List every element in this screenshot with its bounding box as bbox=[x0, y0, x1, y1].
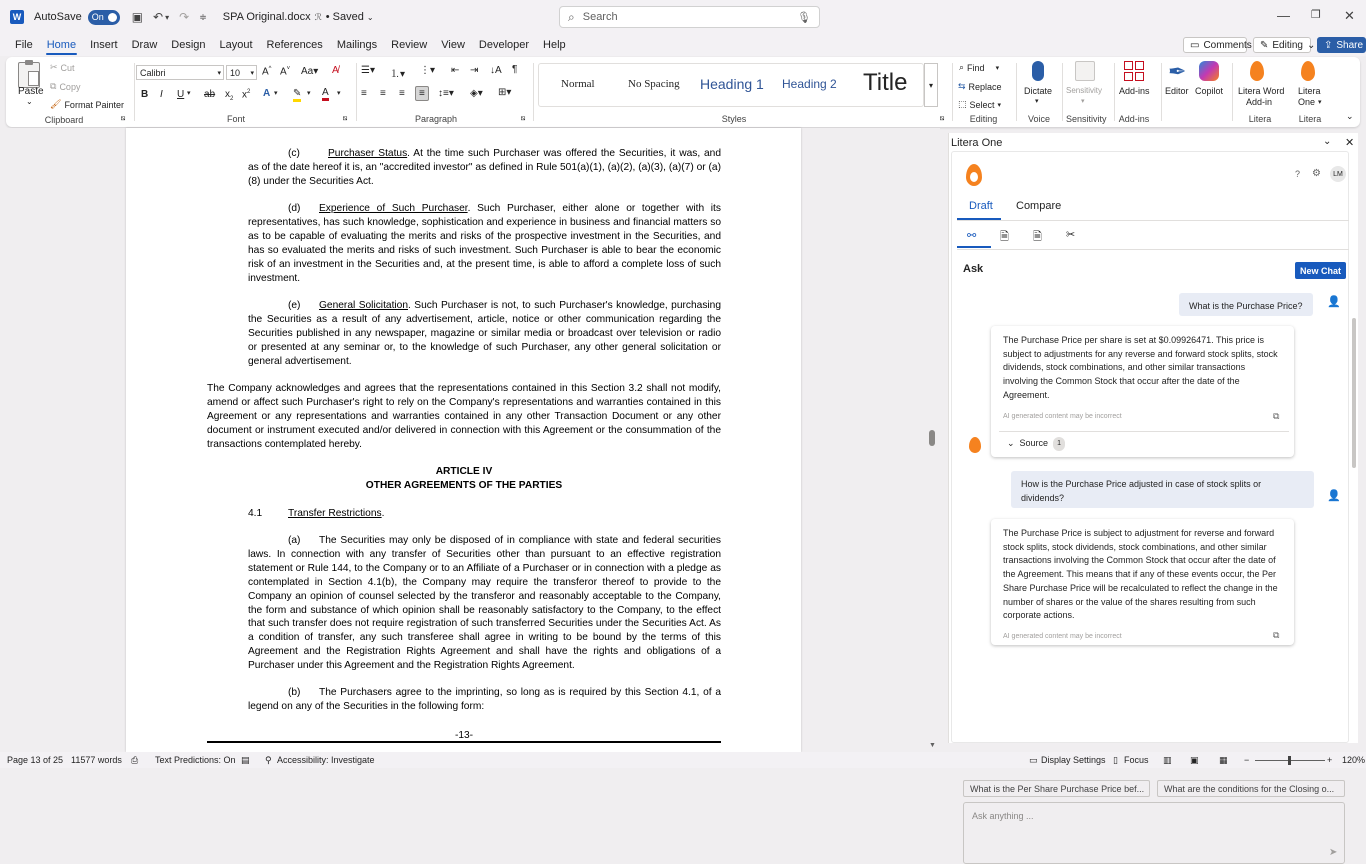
font-group-label: Font bbox=[226, 114, 245, 124]
sensitivity-button[interactable]: Sensitivity bbox=[1066, 86, 1103, 95]
chevron-down-icon: ▾ bbox=[995, 64, 1000, 72]
macro-icon[interactable]: ▤ bbox=[241, 755, 250, 765]
chevron-down-icon: ▾ bbox=[997, 101, 1002, 109]
copilot-button[interactable]: Copilot bbox=[1195, 86, 1224, 96]
paste-button[interactable]: Paste bbox=[18, 86, 44, 97]
section-4-1-heading[interactable]: 4.1 Transfer Restrictions. bbox=[248, 508, 385, 519]
chevron-down-icon[interactable]: ▾ bbox=[1035, 98, 1039, 105]
tab-review[interactable]: Review bbox=[391, 39, 428, 51]
paragraph-text: The Securities may only be disposed of in compliance with state and federal securities laws. In connection with any transfer of Securities other than pursuant to an effective registration statement or Rule 144, to the Company or to an Affiliate of a Purchaser or in connection with a pledge as contemplated in Section 4.1(b), the Company may require the transferor thereof to provide to the Company an opinion of counsel selected by the transferor and reasonably acceptable to the Company, the form and substance of which opinion shall be reasonably satisfactory to the Company, to the effect that such transfer does not require registration of such transferred Securities under the Securities Act. As a condition of transfer, any such transferee shall agree in writing to be bound by the terms of this Agreement and the Registration Rights Agreement and shall have the rights and obligations of a Purchaser under this Agreement and the Registration Rights Agreement. bbox=[248, 535, 721, 672]
tab-home[interactable]: Home bbox=[40, 34, 83, 56]
show-formatting-icon[interactable]: ¶ bbox=[512, 64, 518, 75]
chevron-down-icon: ▾ bbox=[1318, 99, 1322, 106]
paste-icon[interactable] bbox=[18, 62, 40, 88]
copy-icon: ⧉ bbox=[50, 81, 57, 91]
user-avatar[interactable]: LM bbox=[1330, 166, 1346, 182]
font-name-select[interactable]: Calibri ▾ bbox=[136, 65, 224, 80]
paragraph-number: (d) bbox=[288, 203, 301, 214]
help-icon[interactable]: ? bbox=[1295, 169, 1301, 179]
style-heading-2[interactable]: Heading 2 bbox=[782, 77, 837, 91]
change-case-icon[interactable]: Aa▾ bbox=[301, 66, 319, 77]
replace-button[interactable]: ⇆ Replace bbox=[958, 81, 1002, 92]
superscript-icon[interactable]: $x^2$ bbox=[242, 89, 251, 101]
chevron-down-icon[interactable]: ▾ bbox=[1081, 98, 1085, 105]
zoom-out-icon[interactable]: − bbox=[1244, 755, 1250, 765]
cut-button[interactable]: ✂ Cut bbox=[50, 62, 75, 73]
document-scrollbar-thumb[interactable] bbox=[929, 430, 935, 446]
sensitivity-icon[interactable] bbox=[1075, 61, 1095, 81]
bullets-icon[interactable]: ☰▾ bbox=[361, 65, 375, 76]
shrink-font-icon[interactable]: A˅ bbox=[280, 66, 291, 78]
microphone-icon[interactable] bbox=[1032, 61, 1044, 81]
ai-disclaimer: AI generated content may be incorrect bbox=[1003, 412, 1122, 420]
print-layout-icon[interactable]: ▣ bbox=[1190, 755, 1199, 765]
pane-options-icon[interactable]: ⌄ bbox=[1323, 136, 1332, 147]
align-center-icon[interactable]: ≡ bbox=[380, 88, 386, 99]
cursor-icon: ⬚ bbox=[958, 99, 967, 109]
chevron-down-icon: ▾ bbox=[217, 69, 221, 77]
document-page[interactable] bbox=[126, 128, 801, 752]
voice-group-label: Voice bbox=[1027, 114, 1051, 124]
ask-input-box[interactable] bbox=[963, 802, 1345, 864]
shading-icon[interactable]: ◈▾ bbox=[470, 88, 483, 99]
paragraph-number: (e) bbox=[288, 300, 301, 311]
clear-formatting-icon[interactable]: A̸ bbox=[332, 65, 339, 76]
close-window-icon[interactable]: ✕ bbox=[1344, 8, 1355, 23]
pencil-icon: ✎ bbox=[1260, 39, 1269, 51]
paragraph-text: . At the time such Purchaser was offered the Securities, it was, and as of the date hereof it is, an "accredited investor" as defined in Rule 501(a)(1), (a)(2), (a)(3), (a)(7) or (a)(8) under the Securities Act. bbox=[248, 148, 721, 187]
copy-icon[interactable]: ⧉ bbox=[1273, 630, 1280, 640]
microphone-icon[interactable]: 🎙 bbox=[797, 11, 811, 24]
file-options-icon[interactable]: ℛ bbox=[314, 11, 322, 22]
style-normal[interactable]: Normal bbox=[561, 78, 595, 90]
paragraph-group-label: Paragraph bbox=[414, 114, 458, 124]
underline-icon[interactable]: U bbox=[177, 89, 185, 100]
litera-one-line2[interactable]: One ▾ bbox=[1298, 97, 1322, 107]
paragraph-acknowledgement[interactable]: The Company acknowledges and agrees that the representations contained in this Section 3.2 shall not modify, amend or affect such Purchaser's right to rely on the Company's representations and warranties contained in this Agreement or any representations and warranties contained in any other Transaction Document or any other document or instrument executed and/or delivered in connection with this Agreement or the consummation of the transactions contemplated hereby. bbox=[207, 383, 721, 450]
chevron-down-icon[interactable]: ▾ bbox=[274, 90, 278, 97]
article-title[interactable]: OTHER AGREEMENTS OF THE PARTIES bbox=[365, 480, 563, 491]
font-color-icon[interactable]: A bbox=[322, 87, 329, 101]
send-icon[interactable]: ➤ bbox=[1329, 847, 1338, 858]
tab-file[interactable]: File bbox=[15, 39, 33, 51]
search-box[interactable] bbox=[559, 6, 820, 28]
user-icon: 👤 bbox=[1327, 490, 1341, 502]
chevron-down-icon[interactable]: ⌄ bbox=[366, 12, 374, 22]
tab-developer[interactable]: Developer bbox=[478, 39, 530, 51]
save-icon[interactable]: ▣ bbox=[131, 10, 144, 24]
chevron-down-icon[interactable]: ▾ bbox=[307, 90, 311, 97]
accessibility-status[interactable]: Accessibility: Investigate bbox=[277, 755, 375, 765]
scroll-down-icon[interactable]: ▼ bbox=[929, 742, 936, 749]
autosave-label: AutoSave bbox=[34, 11, 82, 23]
bold-icon[interactable]: B bbox=[141, 89, 149, 100]
borders-icon[interactable]: ⊞▾ bbox=[498, 87, 512, 98]
paintbrush-icon: 🖌 bbox=[50, 99, 62, 109]
tab-draft[interactable]: Draft bbox=[969, 200, 993, 212]
suggestion-chip[interactable]: What is the Per Share Purchase Price bef... bbox=[963, 780, 1150, 797]
section-title: Transfer Restrictions bbox=[288, 508, 382, 519]
user-icon: 👤 bbox=[1327, 296, 1341, 308]
font-size-select[interactable]: 10 ▾ bbox=[226, 65, 257, 80]
tab-mailings[interactable]: Mailings bbox=[336, 39, 378, 51]
sensitivity-group-label: Sensitivity bbox=[1066, 114, 1107, 124]
editing-group-label: Editing bbox=[969, 114, 998, 124]
ai-response bbox=[991, 326, 1294, 457]
source-divider bbox=[999, 431, 1289, 432]
paragraph-heading: Experience of Such Purchaser bbox=[319, 203, 468, 214]
tab-insert[interactable]: Insert bbox=[90, 39, 118, 51]
autosave-toggle[interactable]: On bbox=[88, 10, 120, 25]
focus-icon[interactable]: ▯ bbox=[1113, 755, 1118, 765]
ribbon bbox=[6, 57, 1360, 127]
copy-icon[interactable]: ⧉ bbox=[1273, 411, 1280, 421]
scissors-icon: ✂ bbox=[50, 62, 58, 72]
style-title[interactable]: Title bbox=[863, 69, 908, 96]
suggestion-chip[interactable]: What are the conditions for the Closing o... bbox=[1157, 780, 1345, 797]
litera-word-addin-button[interactable]: Litera Word bbox=[1238, 86, 1285, 96]
chevron-down-icon: ⌄ bbox=[1306, 39, 1316, 51]
tab-draw[interactable]: Draw bbox=[131, 39, 158, 51]
source-count-badge: 1 bbox=[1053, 437, 1065, 451]
clipboard-group-label: Clipboard bbox=[44, 115, 84, 125]
document-filename[interactable]: SPA Original.docx bbox=[222, 11, 311, 23]
proofing-icon[interactable]: ⎙ bbox=[131, 755, 139, 765]
italic-icon[interactable]: I bbox=[160, 89, 163, 100]
text-predictions-status[interactable]: Text Predictions: On bbox=[155, 755, 236, 765]
chat-thread[interactable] bbox=[951, 285, 1349, 693]
article-heading[interactable]: ARTICLE IV bbox=[435, 466, 493, 477]
web-layout-icon[interactable]: ▦ bbox=[1219, 755, 1228, 765]
styles-group-label: Styles bbox=[721, 114, 747, 124]
source-toggle[interactable]: ⌄ Source 1 bbox=[1007, 437, 1065, 451]
paragraph-text: . Such Purchaser is not, to such Purchaser's knowledge, purchasing the Securities as a result of any advertisement, article, notice or other communication regarding the Securities published in any newspaper, magazine or similar media or broadcast over television or radio or presented at any seminar or, to the knowledge of such Purchaser, any other general solicitation or general advertisement. bbox=[248, 300, 722, 367]
litera-word-addin-icon[interactable] bbox=[1250, 61, 1264, 81]
accessibility-icon[interactable]: ⚲ bbox=[265, 755, 272, 765]
paragraph-heading: General Solicitation bbox=[319, 300, 408, 311]
paragraph-e[interactable] bbox=[248, 299, 721, 369]
page-count[interactable]: Page 13 of 25 bbox=[7, 755, 64, 765]
user-message: How is the Purchase Price adjusted in case of stock splits or dividends? bbox=[1011, 471, 1314, 508]
paragraph-text: . Such Purchaser, either alone or together with its representatives, has such knowledge, sophistication and experience in business and financial matters so as to be capable of evaluating the merits and risks of the prospective investment in the Securities, and has so evaluated the merits and risks of such investment. Such Purchaser is able to bear the economic risk of an investment in the Securities and, at the present time, is able to afford a complete loss of such investment. bbox=[248, 203, 721, 284]
undo-icon[interactable]: ↶ bbox=[153, 10, 164, 24]
ask-mode-icon[interactable]: ⚯ bbox=[967, 230, 977, 242]
copilot-icon[interactable] bbox=[1199, 61, 1219, 81]
search-icon: ⌕ bbox=[568, 9, 575, 24]
focus-button[interactable]: Focus bbox=[1124, 755, 1149, 765]
find-button[interactable]: ⌕ Find ▾ bbox=[959, 62, 1000, 73]
align-right-icon[interactable]: ≡ bbox=[399, 88, 405, 99]
redo-icon[interactable]: ↷ bbox=[179, 10, 190, 24]
chevron-down-icon: ▾ bbox=[250, 69, 254, 77]
search-input[interactable]: Search bbox=[582, 11, 618, 23]
tab-layout[interactable]: Layout bbox=[219, 39, 253, 51]
comments-button[interactable]: ▭ Comments bbox=[1183, 37, 1247, 53]
section-number: 4.1 bbox=[248, 508, 263, 519]
litera-group-label-2: Litera bbox=[1298, 114, 1322, 124]
tab-design[interactable]: Design bbox=[171, 39, 206, 51]
tab-compare[interactable]: Compare bbox=[1016, 200, 1062, 212]
page-number: -13- bbox=[454, 730, 474, 741]
paragraph-number: (a) bbox=[288, 535, 301, 546]
paragraph-c[interactable] bbox=[248, 147, 721, 189]
display-settings-icon[interactable]: ▭ bbox=[1029, 755, 1038, 765]
display-settings-button[interactable]: Display Settings bbox=[1041, 755, 1106, 765]
tab-view[interactable]: View bbox=[441, 39, 465, 51]
user-message: What is the Purchase Price? bbox=[1179, 293, 1313, 316]
menu-bar bbox=[0, 34, 1366, 56]
decrease-indent-icon[interactable]: ⇤ bbox=[451, 65, 460, 76]
format-painter-button[interactable]: 🖌 Format Painter bbox=[50, 99, 124, 110]
add-ins-icon[interactable] bbox=[1124, 61, 1144, 81]
add-ins-button[interactable]: Add-ins bbox=[1119, 86, 1150, 96]
tab-references[interactable]: References bbox=[266, 39, 323, 51]
grow-font-icon[interactable]: A^ bbox=[262, 66, 272, 78]
zoom-level[interactable]: 120% bbox=[1342, 755, 1366, 765]
paragraph-number: (b) bbox=[288, 687, 301, 698]
word-app-icon: W bbox=[10, 10, 24, 24]
ai-response bbox=[991, 519, 1294, 645]
line-spacing-icon[interactable]: ↕≡▾ bbox=[438, 88, 454, 99]
dialog-launcher-icon[interactable]: ⧅ bbox=[521, 115, 526, 122]
ask-input[interactable]: Ask anything ... bbox=[972, 811, 1034, 821]
tab-help[interactable]: Help bbox=[543, 39, 566, 51]
dictate-button[interactable]: Dictate bbox=[1024, 86, 1053, 96]
litera-one-button[interactable]: Litera bbox=[1298, 86, 1321, 96]
word-count[interactable]: 11577 words bbox=[71, 755, 122, 765]
style-no-spacing[interactable]: No Spacing bbox=[628, 78, 680, 90]
close-pane-icon[interactable]: ✕ bbox=[1345, 137, 1355, 149]
restore-icon[interactable]: ❐ bbox=[1311, 9, 1321, 21]
tool-divider bbox=[957, 249, 1349, 250]
status-bar bbox=[0, 752, 1366, 768]
read-mode-icon[interactable]: ▥ bbox=[1163, 755, 1172, 765]
minimize-icon[interactable]: — bbox=[1277, 8, 1290, 23]
strikethrough-icon[interactable]: ab bbox=[204, 89, 216, 100]
paste-dropdown-icon[interactable]: ⌄ bbox=[26, 97, 33, 106]
zoom-in-icon[interactable]: + bbox=[1327, 755, 1333, 765]
ai-response-text: The Purchase Price per share is set at $0.09926471. This price is subject to adjustments for any reverse and forward stock splits, stock dividends, stock combinations, and other similar transactions involving the Common Stock that occur after the date of the Agreement. bbox=[1003, 335, 1278, 400]
chevron-down-icon[interactable]: ▾ bbox=[337, 90, 341, 97]
document-edit-icon[interactable]: 🗎 bbox=[1000, 231, 1009, 243]
editor-icon[interactable]: ✒ bbox=[1168, 59, 1187, 84]
paragraph-a[interactable] bbox=[248, 534, 721, 673]
litera-logo-icon bbox=[966, 164, 982, 186]
tab-divider bbox=[957, 220, 1349, 221]
customize-qat-icon[interactable]: ≑ bbox=[199, 11, 207, 22]
style-heading-1[interactable]: Heading 1 bbox=[700, 76, 764, 92]
dialog-launcher-icon[interactable]: ⧅ bbox=[940, 115, 945, 122]
add-ins-group-label: Add-ins bbox=[1118, 114, 1150, 124]
share-button[interactable]: ⇪ Share bbox=[1317, 37, 1366, 53]
chevron-down-icon: ⌄ bbox=[1007, 438, 1015, 448]
copy-button[interactable]: ⧉ Copy bbox=[50, 81, 81, 92]
paragraph-text: The Purchasers agree to the imprinting, so long as is required by this Section 4.1, of a legend on any of the Securities in the following form: bbox=[248, 687, 721, 712]
underline-dropdown-icon[interactable]: ▾ bbox=[187, 90, 191, 97]
comment-icon: ▭ bbox=[1190, 39, 1200, 51]
new-chat-button[interactable]: New Chat bbox=[1295, 262, 1346, 279]
share-icon: ⇪ bbox=[1324, 39, 1333, 51]
collapse-ribbon-icon[interactable]: ⌄ bbox=[1346, 111, 1354, 121]
increase-indent-icon[interactable]: ⇥ bbox=[470, 65, 479, 76]
magnifier-icon: ⌕ bbox=[959, 62, 965, 72]
editor-button[interactable]: Editor bbox=[1165, 86, 1189, 96]
settings-icon[interactable]: ⚙ bbox=[1312, 168, 1321, 179]
select-button[interactable]: ⬚ Select ▾ bbox=[958, 99, 1002, 110]
paragraph-d[interactable] bbox=[248, 202, 721, 285]
pane-title: Litera One bbox=[951, 137, 1003, 149]
dialog-launcher-icon[interactable]: ⧅ bbox=[121, 115, 126, 122]
dialog-launcher-icon[interactable]: ⧅ bbox=[343, 115, 348, 122]
ai-disclaimer: AI generated content may be incorrect bbox=[1003, 632, 1122, 640]
subscript-icon[interactable]: $x_2$ bbox=[225, 89, 234, 102]
undo-dropdown-icon[interactable]: ▾ bbox=[165, 12, 170, 22]
multilevel-list-icon[interactable]: ⋮▾ bbox=[420, 65, 436, 76]
chat-scrollbar-thumb[interactable] bbox=[1352, 318, 1356, 468]
ai-response-text: The Purchase Price is subject to adjustment for reverse and forward stock splits, stock dividends, stock combinations, and other similar transactions involving the Common Stock that occur after the date of the Agreement. This means that if any of these events occur, the Per Share Purchase Price will be recalculated to reflect the change in the number of shares or the value of the shares resulting from such corporate actions. bbox=[1003, 528, 1278, 621]
document-review-icon[interactable]: 🗎 bbox=[1033, 231, 1042, 243]
styles-more-icon[interactable]: ▾ bbox=[924, 63, 938, 107]
litera-avatar-icon bbox=[967, 437, 983, 455]
zoom-slider-thumb[interactable] bbox=[1288, 756, 1291, 765]
litera-word-addin-line2[interactable]: Add-in bbox=[1246, 97, 1273, 107]
text-effects-icon[interactable]: A bbox=[263, 88, 271, 99]
litera-group-label: Litera bbox=[1248, 114, 1272, 124]
paragraph-heading: Purchaser Status bbox=[328, 148, 408, 159]
highlight-icon[interactable]: ✎ bbox=[293, 88, 301, 102]
sort-icon[interactable]: ↓A bbox=[490, 65, 502, 76]
justify-icon[interactable]: ≡ bbox=[415, 86, 429, 101]
paragraph-number: (c) bbox=[288, 148, 300, 159]
saved-status[interactable]: • Saved bbox=[325, 11, 364, 23]
editing-mode-button[interactable]: ✎ Editing ⌄ bbox=[1253, 37, 1311, 53]
ask-heading: Ask bbox=[963, 263, 984, 275]
litera-one-icon[interactable] bbox=[1301, 61, 1315, 81]
tools-icon[interactable]: ✂ bbox=[1066, 229, 1076, 241]
paragraph-b[interactable] bbox=[248, 686, 721, 714]
active-tool-indicator bbox=[957, 246, 991, 248]
replace-icon: ⇆ bbox=[958, 81, 966, 91]
numbering-icon[interactable]: ⒈▾ bbox=[390, 69, 406, 80]
align-left-icon[interactable]: ≡ bbox=[361, 88, 367, 99]
